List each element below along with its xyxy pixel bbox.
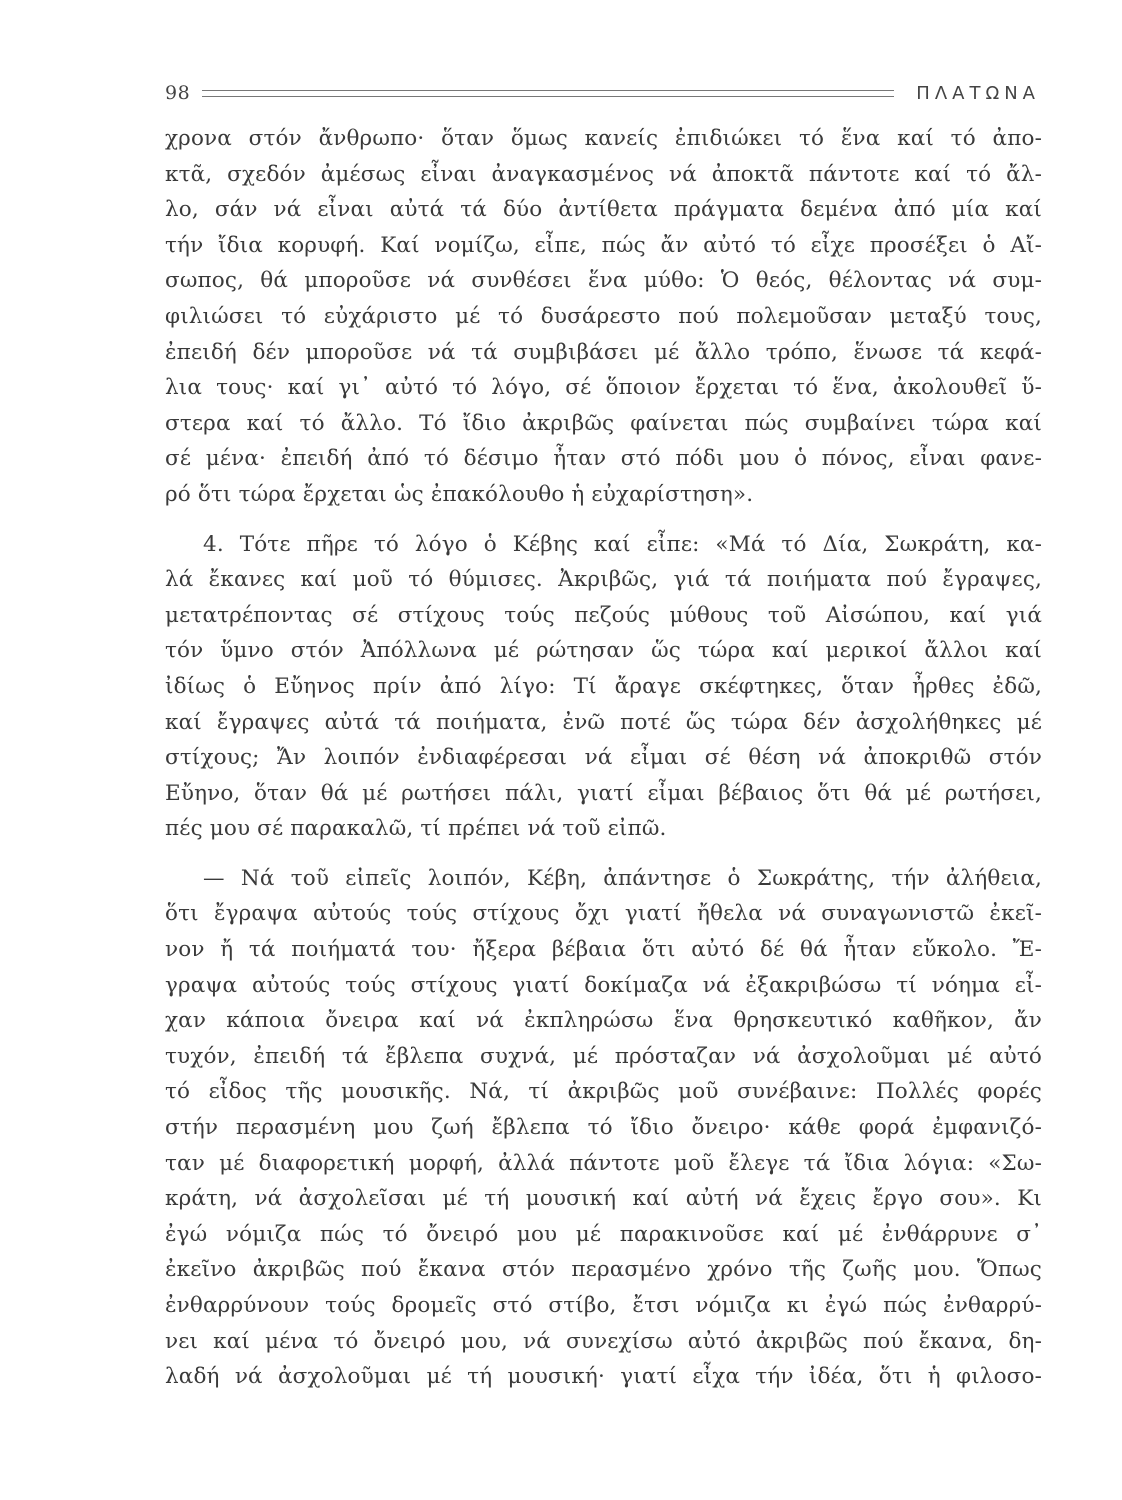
text-line: μετατρέποντας σέ στίχους τούς πεζούς μύθους τοῦ Αἰσώπου, καί γιά: [165, 602, 1042, 628]
text-line: κτᾶ, σχεδόν ἀμέσως εἶναι ἀναγκασμένος νά ἀποκτᾶ πάντοτε καί τό ἄλ-: [165, 161, 1042, 187]
text-line: γραψα αὐτούς τούς στίχους γιατί δοκίμαζα νά ἐξακριβώσω τί νόημα εἶ-: [165, 972, 1042, 998]
text-line: ἐκεῖνο ἀκριβῶς πού ἔκανα στόν περασμένο χρόνο τῆς ζωῆς μου. Ὅπως: [165, 1257, 1042, 1283]
text-line: ἐπειδή δέν μποροῦσε νά τά συμβιβάσει μέ ἄλλο τρόπο, ἕνωσε τά κεφά-: [165, 339, 1042, 365]
paragraph-1: [165, 121, 1042, 513]
text-line: στήν περασμένη μου ζωή ἔβλεπα τό ἴδιο ὄνειρο· κάθε φορά ἐμφανιζό-: [165, 1115, 1042, 1141]
text-line: στερα καί τό ἄλλο. Τό ἴδιο ἀκριβῶς φαίνεται πώς συμβαίνει τώρα καί: [165, 410, 1042, 436]
text-line: ρό ὅτι τώρα ἔρχεται ὡς ἐπακόλουθο ἡ εὐχαρίστηση».: [165, 481, 754, 507]
text-line: ὅτι ἔγραψα αὐτούς τούς στίχους ὄχι γιατί ἤθελα νά συναγωνιστῶ ἐκεῖ-: [165, 901, 1042, 927]
text-line: τόν ὕμνο στόν Ἀπόλλωνα μέ ρώτησαν ὥς τώρα καί μερικοί ἄλλοι καί: [165, 638, 1042, 664]
book-title: ΠΛΑΤΩΝΑ: [916, 82, 1040, 104]
text-line: λαδή νά ἀσχολοῦμαι μέ τή μουσική· γιατί εἶχα τήν ἰδέα, ὅτι ἡ φιλοσο-: [165, 1364, 1042, 1390]
text-line: 4. Τότε πῆρε τό λόγο ὁ Κέβης καί εἶπε: «Μά τό Δία, Σωκράτη, κα-: [203, 531, 1042, 557]
text-line: σέ μένα· ἐπειδή ἀπό τό δέσιμο ἦταν στό πόδι μου ὁ πόνος, εἶναι φανε-: [165, 446, 1042, 472]
text-line: λά ἔκανες καί μοῦ τό θύμισες. Ἀκριβῶς, γιά τά ποιήματα πού ἔγραψες,: [165, 567, 1042, 593]
text-line: στίχους; Ἄν λοιπόν ἐνδιαφέρεσαι νά εἶμαι σέ θέση νά ἀποκριθῶ στόν: [165, 745, 1042, 771]
page-number: 98: [165, 82, 191, 104]
text-line: καί ἔγραψες αὐτά τά ποιήματα, ἐνῶ ποτέ ὥς τώρα δέν ἀσχολήθηκες μέ: [165, 709, 1042, 735]
text-line: λο, σάν νά εἶναι αὐτά τά δύο ἀντίθετα πράγματα δεμένα ἀπό μία καί: [165, 197, 1042, 223]
text-line: πές μου σέ παρακαλῶ, τί πρέπει νά τοῦ εἰπῶ.: [165, 816, 667, 842]
text-line: τό εἶδος τῆς μουσικῆς. Νά, τί ἀκριβῶς μοῦ συνέβαινε: Πολλές φορές: [165, 1079, 1042, 1105]
text-line: νον ἤ τά ποιήματά του· ἤξερα βέβαια ὅτι αὐτό δέ θά ἦταν εὔκολο. Ἔ-: [165, 937, 1042, 963]
text-line: τήν ἴδια κορυφή. Καί νομίζω, εἶπε, πώς ἄν αὐτό τό εἶχε προσέξει ὁ Αἴ-: [165, 232, 1042, 258]
text-line: — Νά τοῦ εἰπεῖς λοιπόν, Κέβη, ἀπάντησε ὁ Σωκράτης, τήν ἀλήθεια,: [203, 865, 1042, 891]
text-line: ἰδίως ὁ Εὔηνος πρίν ἀπό λίγο: Τί ἄραγε σκέφτηκες, ὅταν ἦρθες ἐδῶ,: [165, 673, 1042, 699]
text-line: σωπος, θά μποροῦσε νά συνθέσει ἕνα μύθο: Ὁ θεός, θέλοντας νά συμ-: [165, 268, 1042, 294]
text-line: τυχόν, ἐπειδή τά ἔβλεπα συχνά, μέ πρόσταζαν νά ἀσχολοῦμαι μέ αὐτό: [165, 1043, 1042, 1069]
text-line: φιλιώσει τό εὐχάριστο μέ τό δυσάρεστο πού πολεμοῦσαν μεταξύ τους,: [165, 303, 1042, 329]
text-line: χρονα στόν ἄνθρωπο· ὅταν ὅμως κανείς ἐπιδιώκει τό ἕνα καί τό ἀπο-: [165, 126, 1042, 151]
body-text: [165, 121, 1042, 1395]
text-line: Εὔηνο, ὅταν θά μέ ρωτήσει πάλι, γιατί εἶμαι βέβαιος ὅτι θά μέ ρωτήσει,: [165, 780, 1042, 806]
text-line: ἐγώ νόμιζα πώς τό ὄνειρό μου μέ παρακινοῦσε καί μέ ἐνθάρρυνε σ᾽: [165, 1221, 1042, 1247]
text-line: νει καί μένα τό ὄνειρό μου, νά συνεχίσω αὐτό ἀκριβῶς πού ἔκανα, δη-: [165, 1328, 1042, 1354]
text-line: ταν μέ διαφορετική μορφή, ἀλλά πάντοτε μοῦ ἔλεγε τά ἴδια λόγια: «Σω-: [165, 1150, 1042, 1176]
text-line: κράτη, νά ἀσχολεῖσαι μέ τή μουσική καί αὐτή νά ἔχεις ἔργο σου». Κι: [165, 1186, 1042, 1212]
paragraph-2: [165, 527, 1042, 847]
text-line: χαν κάποια ὄνειρα καί νά ἐκπληρώσω ἕνα θρησκευτικό καθῆκον, ἄν: [165, 1008, 1042, 1034]
paragraph-3: [165, 861, 1042, 1395]
header-rule: [202, 90, 894, 97]
text-line: ἐνθαρρύνουν τούς δρομεῖς στό στίβο, ἔτσι νόμιζα κι ἐγώ πώς ἐνθαρρύ-: [165, 1293, 1042, 1318]
text-line: λια τους· καί γι᾽ αὐτό τό λόγο, σέ ὅποιον ἔρχεται τό ἕνα, ἀκολουθεῖ ὕ-: [165, 375, 1042, 401]
running-head: [165, 78, 1040, 108]
